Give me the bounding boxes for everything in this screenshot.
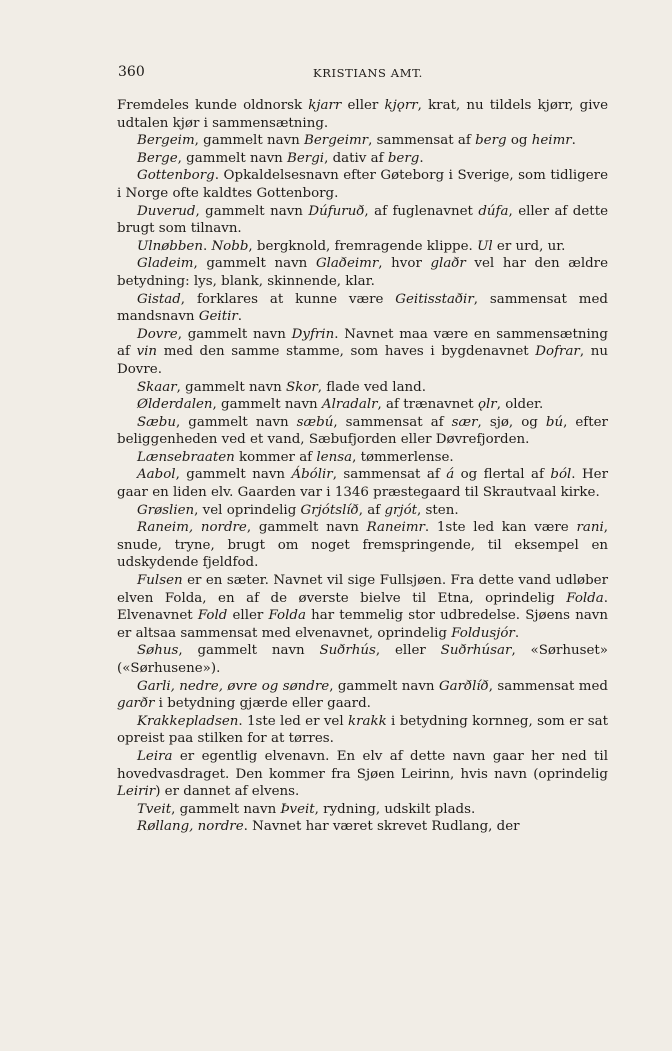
italic-term: Leira [137,748,173,764]
text-run: , nu Dovre. [117,344,608,377]
italic-term: Nobb [211,238,249,254]
text-run: , vel oprindelig [194,502,301,518]
text-run: har temmelig stor udbredelse. Sjøens navn er altsaa sammensat med elvenavnet, oprindelig [117,608,608,641]
paragraph [117,97,608,132]
text-run: med den samme stamme, som haves i bygdenavnet [157,344,536,360]
italic-term: Garðlíð [438,678,489,694]
text-run: , af [358,502,385,518]
paragraph [117,572,608,642]
text-run: eller [341,98,385,113]
text-run: , gammelt navn [177,150,288,166]
text-run: , gammelt navn [246,520,367,536]
italic-term: Bergeimr [304,133,369,149]
italic-term: kjarr [308,98,342,113]
text-run: , dativ af [324,150,388,166]
italic-term: Bergeim [137,133,195,149]
text-run: . [419,150,424,166]
text-run: i betydning kornneg, som er sat opreist paa stilken for at tørres. [117,713,608,747]
italic-term: Aabol [137,467,176,483]
text-run: er urd, ur. [492,238,566,254]
text-run: , gammelt navn [175,414,297,430]
text-run: , rydning, udskilt plads. [314,801,476,817]
italic-term: Leirir [117,784,156,800]
paragraph [117,326,608,379]
text-run: og [506,133,532,149]
italic-term: Grøslien [137,502,195,518]
running-title: KRISTIANS AMT. [313,66,423,80]
paragraph [117,414,608,449]
italic-term: á [446,467,455,483]
text-run: , sammensat af [368,133,476,149]
italic-term: sær [451,414,478,430]
italic-term: Gottenborg [137,168,215,184]
italic-term: berg [387,150,420,166]
italic-term: Suðrhús [319,643,376,659]
text-run: , sjø, og [477,414,546,430]
text-run: , krat, nu tildels kjørr, give udtalen kjør i sammensætning. [117,98,608,131]
paragraph [117,519,608,572]
text-run: vel har den ældre betydning: lys, blank, skinnende, klar. [117,256,608,289]
paragraph [117,502,608,520]
italic-term: Dovre [137,326,178,342]
italic-term: Geitir [198,309,238,325]
text-run: . [202,238,212,254]
italic-term: grjót [384,502,418,518]
italic-term: Ul [477,238,493,254]
text-run: . [571,133,576,149]
paragraph [117,291,608,326]
italic-term: Skor [286,379,318,395]
italic-term: Raneimr [366,520,425,536]
italic-term: heimr [531,133,572,149]
text-run: , older. [496,397,544,413]
italic-term: bú [545,414,564,430]
text-run: . 1ste led er vel [238,713,348,729]
italic-term: Skaar [137,379,177,395]
paragraph [117,379,608,397]
italic-term: ból [550,467,572,483]
italic-term: Dofrar [535,344,580,360]
italic-term: Þveit [280,801,315,817]
paragraph [117,132,608,150]
text-run: , sammensat med [488,678,608,694]
italic-term: Ábólir [291,467,333,483]
text-run: , efter beliggenheden ved et vand, Sæbufjorden eller Døvrefjorden. [117,414,608,448]
text-run: , gammelt navn [175,467,292,483]
body-text [117,97,608,836]
text-run: , snude, tryne, brugt om noget fremspringende, til eksempel en udskydende fjeldfod. [117,520,608,571]
page-header [118,64,608,84]
text-run: er egentlig elvenavn. En elv af dette navn gaar her ned til hovedvasdraget. Den kommer fra Sjøen Leirinn, hvis navn (oprindelig [117,748,608,782]
text-run: . 1ste led kan være [424,520,577,536]
italic-term: Folda [268,608,306,624]
text-run: . Elvenavnet [117,590,608,624]
page-number: 360 [118,64,145,80]
paragraph [117,713,608,748]
italic-term: Grjótslíð [300,502,359,518]
text-run: . Opkaldelsesnavn efter Gøteborg i Sverige, som tidligere i Norge ofte kaldtes Gottenborg. [117,168,608,201]
text-run: , tømmerlense. [352,449,454,465]
paragraph [117,167,608,202]
italic-term: Garli, nedre, øvre og søndre [137,678,330,694]
text-run: , sammensat med mandsnavn [117,291,608,325]
paragraph [117,642,608,677]
text-run: , sammensat af [332,467,447,483]
italic-term: Ølderdalen [137,397,213,413]
text-run: , gammelt navn [171,801,281,817]
italic-term: lensa [316,449,353,465]
italic-term: Berge [137,150,178,166]
paragraph [117,396,608,414]
italic-term: Alradalr [321,397,378,413]
text-run: , eller af dette brugt som tilnavn. [117,203,608,237]
text-run: . [237,309,243,325]
text-run: . Her gaar en liden elv. Gaarden var i 1346 præstegaard til Skrautvaal kirke. [117,467,608,501]
text-run: , flade ved land. [317,379,427,395]
italic-term: Sæbu [137,414,176,430]
italic-term: Gistad [137,291,181,307]
text-run: , af trænavnet [377,397,478,413]
text-run: . [514,625,520,641]
italic-term: krakk [347,713,387,729]
text-run: , gammelt navn [176,379,287,395]
italic-term: kjǫrr [384,98,418,113]
italic-term: Bergi [287,150,325,166]
italic-term: Gladeim [137,256,194,272]
text-run: , af fuglenavnet [364,203,479,219]
text-run: , gammelt navn [193,256,316,272]
italic-term: Folda [566,590,604,606]
text-run: , gammelt navn [178,643,320,659]
text-run: , «Sørhuset» («Sørhusene»). [117,643,608,676]
text-run: , gammelt navn [177,326,292,342]
italic-term: Røllang, nordre [137,819,244,835]
italic-term: Krakkepladsen [137,713,239,729]
text-run: , bergknold, fremragende klippe. [248,238,478,254]
text-run: i betydning gjærde eller gaard. [154,696,371,712]
italic-term: Glaðeimr [315,256,379,272]
italic-term: Tveit [137,801,172,817]
italic-term: Suðrhúsar [440,643,512,659]
text-run: , sammensat af [333,414,452,430]
italic-term: glaðr [430,256,466,272]
text-run: , hvor [378,256,431,272]
text-run: , gammelt navn [212,397,322,413]
text-run: , eller [375,643,441,659]
text-run: kommer af [234,449,317,465]
italic-term: Raneim, nordre [137,520,247,536]
text-run: , gammelt navn [329,678,439,694]
paragraph [117,238,608,256]
italic-term: berg [475,133,507,149]
paragraph [117,818,608,836]
italic-term: dúfa [478,203,509,219]
paragraph [117,203,608,238]
paragraph [117,678,608,713]
paragraph [117,255,608,290]
text-run: er en sæter. Navnet vil sige Fullsjøen. Fra dette vand udløber elven Folda, en af de øverste bielve til Etna, oprindelig [117,573,608,606]
text-run: ) er dannet af elvens. [155,784,300,800]
italic-term: Ulnøbben [137,238,203,254]
text-run: , gammelt navn [195,203,309,219]
italic-term: sæbú [296,414,334,430]
paragraph [117,748,608,801]
italic-term: Fold [197,608,228,624]
text-run: . Navnet har været skrevet Rudlang, der [243,819,520,835]
italic-term: vin [136,344,158,360]
italic-term: Foldusjór [451,625,515,641]
paragraph [117,801,608,819]
text-run: eller [227,608,269,624]
italic-term: ǫlr [477,397,497,413]
text-run: , forklares at kunne være [180,291,396,307]
text-run: . Navnet maa være en sammensætning af [117,326,608,360]
italic-term: Fulsen [137,573,183,589]
paragraph [117,150,608,168]
italic-term: Lænsebraaten [137,449,235,465]
text-run: Fremdeles kunde oldnorsk [117,98,309,113]
italic-term: Geitisstaðir [395,291,474,307]
text-run: , gammelt navn [194,133,305,149]
italic-term: garðr [117,696,155,712]
italic-term: Dyfrin [291,326,335,342]
italic-term: Duverud [137,203,196,219]
italic-term: Dúfuruð [308,203,365,219]
text-run: , sten. [417,502,459,518]
text-run: og flertal af [454,467,551,483]
paragraph [117,449,608,467]
italic-term: Søhus [137,643,179,659]
italic-term: rani [576,520,604,536]
paragraph [117,466,608,501]
